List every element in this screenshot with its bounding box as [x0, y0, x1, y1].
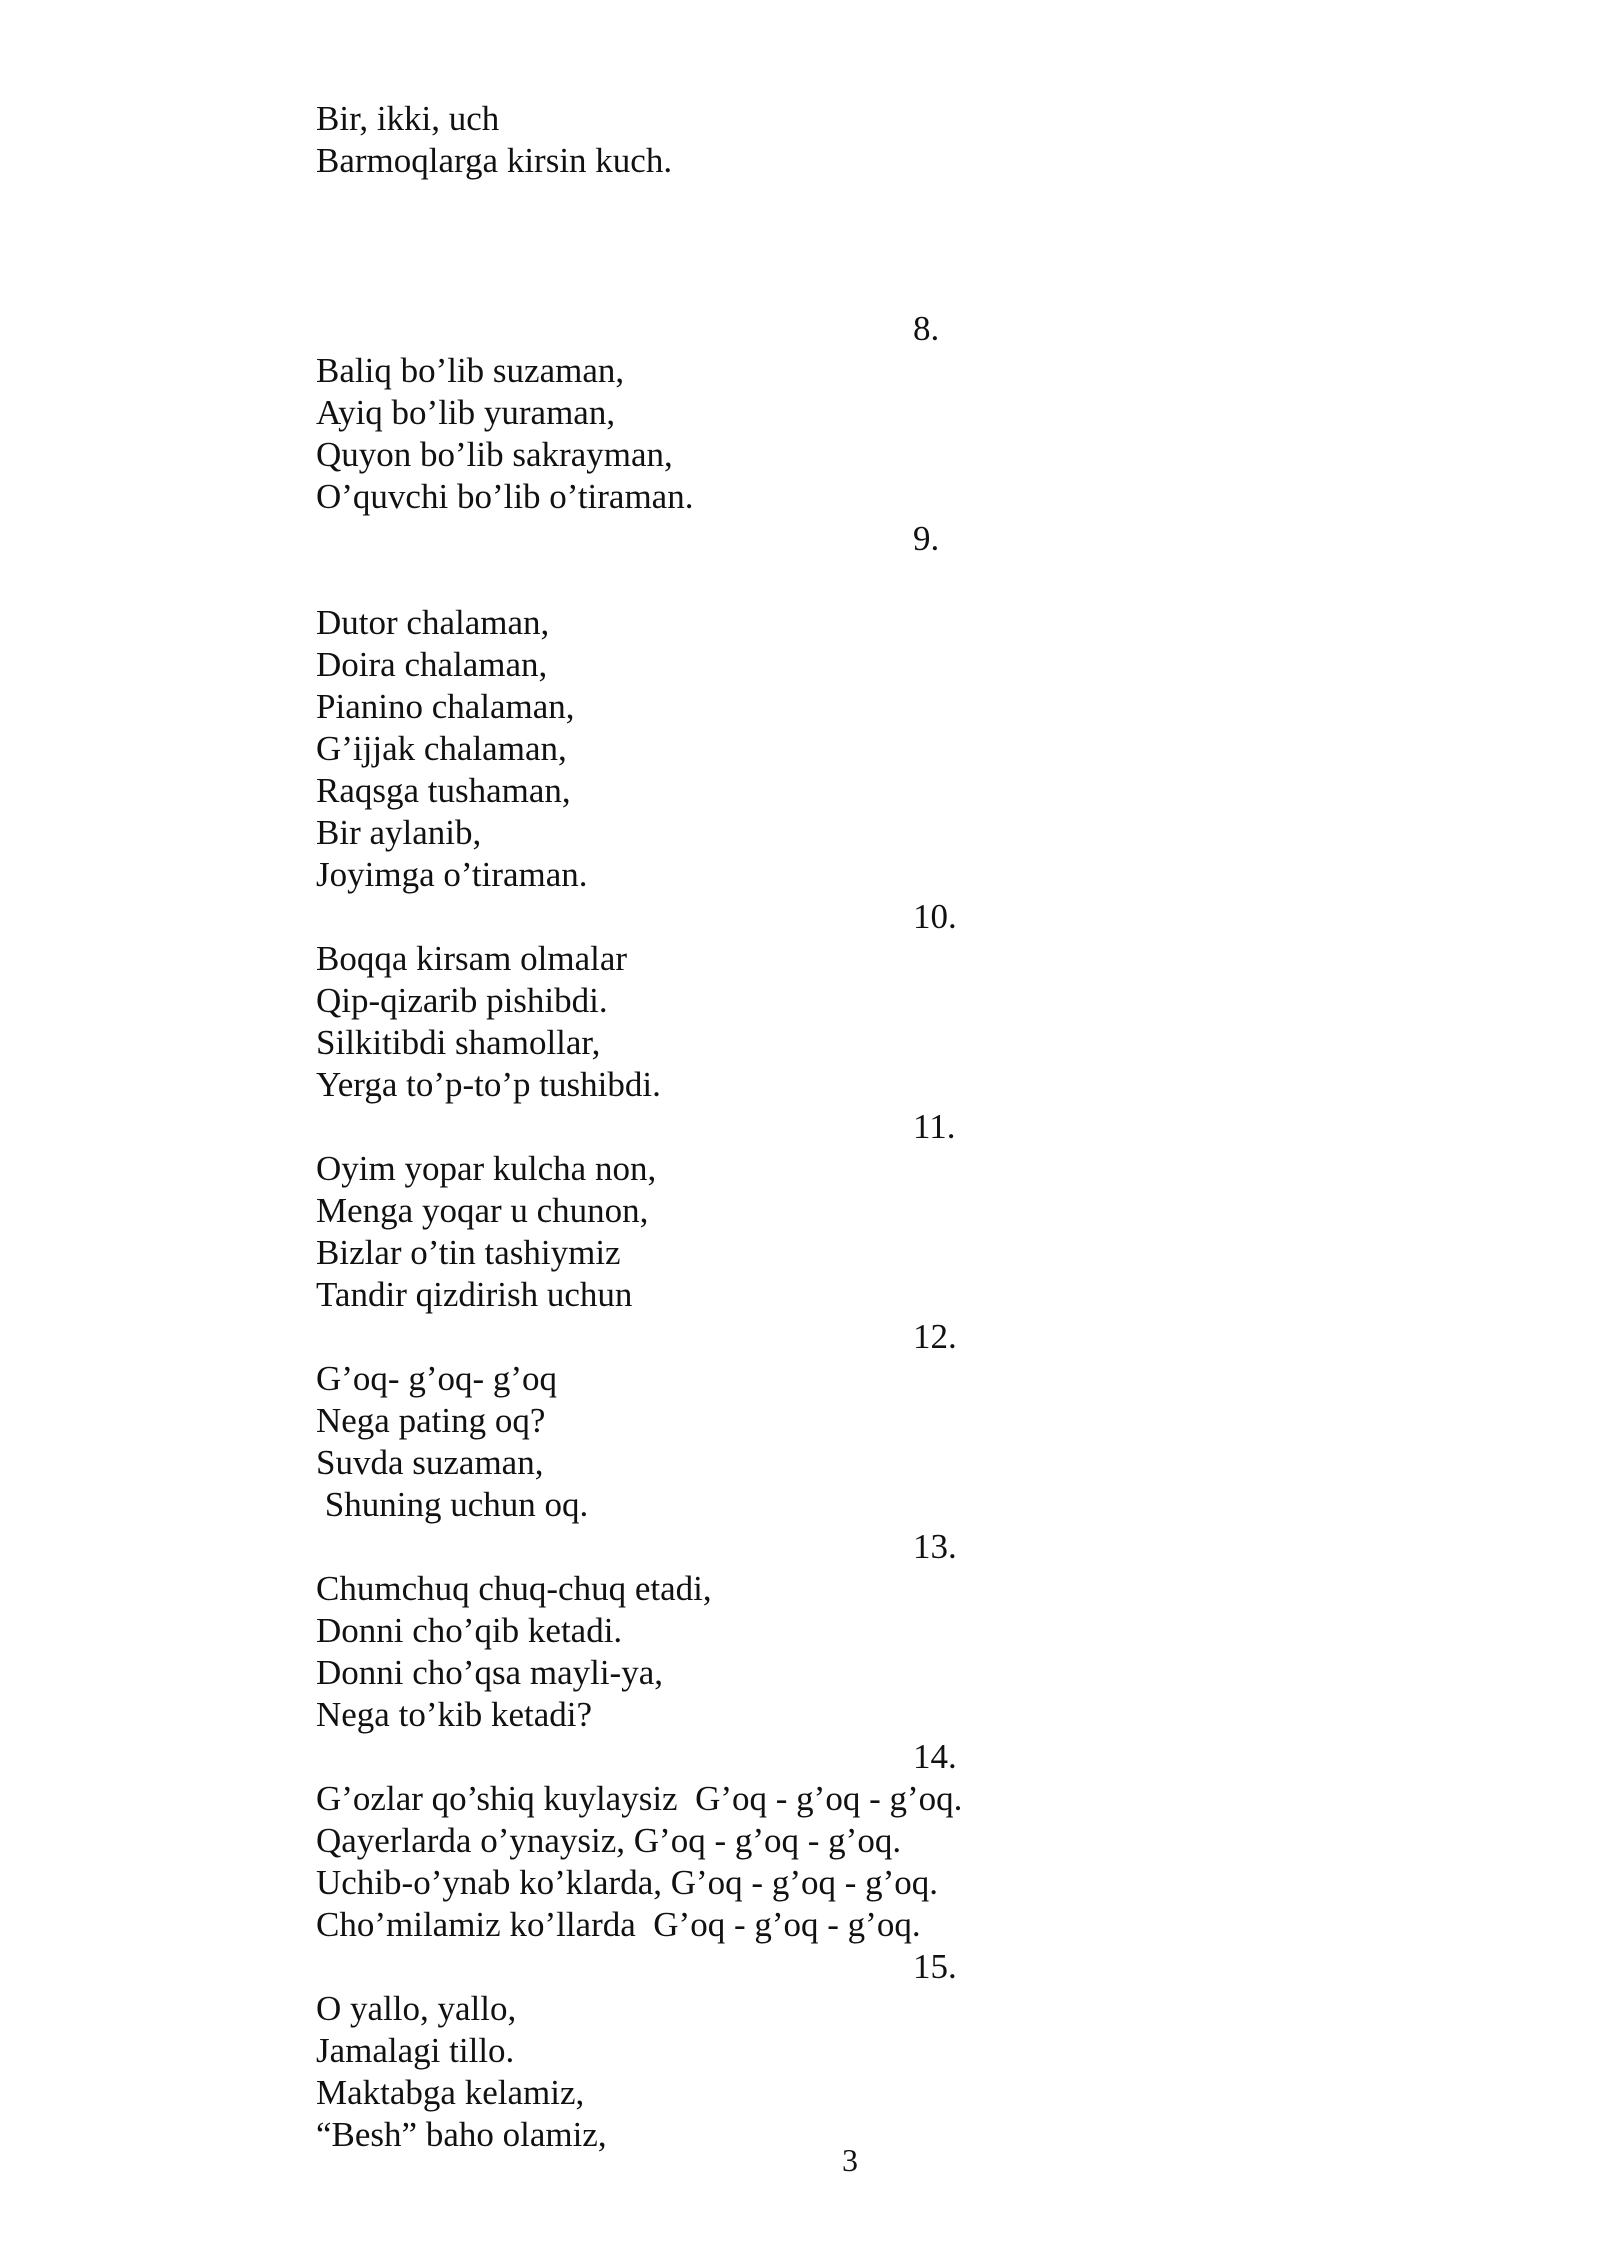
verse-number: 13.: [913, 1527, 957, 1566]
page-number: 3: [842, 2142, 858, 2178]
verse-number: 9.: [913, 519, 940, 558]
verse-line: Nega to’kib ketadi?: [316, 1695, 593, 1734]
verse-line: Pianino chalaman,: [316, 687, 575, 726]
verse-line: Jamalagi tillo.: [316, 2031, 515, 2070]
verse-line: Chumchuq chuq-chuq etadi,: [316, 1569, 712, 1608]
verse-line: Bizlar o’tin tashiymiz: [316, 1233, 621, 1272]
verse-line: Qip-qizarib pishibdi.: [316, 981, 608, 1020]
verse-number: 12.: [913, 1317, 957, 1356]
verse-line: Maktabga kelamiz,: [316, 2073, 585, 2112]
verse-line: Tandir qizdirish uchun: [316, 1275, 633, 1314]
verse-number: 14.: [913, 1737, 957, 1776]
verse-line: Nega pating oq?: [316, 1401, 546, 1440]
verse-line: Uchib-o’ynab ko’klarda, G’oq - g’oq - g’oq.: [316, 1863, 939, 1902]
verse-line: Donni cho’qsa mayli-ya,: [316, 1653, 663, 1692]
verse-line: Donni cho’qib ketadi.: [316, 1611, 623, 1650]
poem-content: [316, 98, 1316, 2156]
verse-line: “Besh” baho olamiz,: [316, 2115, 607, 2154]
verse-line: Boqqa kirsam olmalar: [316, 939, 628, 978]
verse-line: Menga yoqar u chunon,: [316, 1191, 649, 1230]
verse-line: Cho’milamiz ko’llarda G’oq - g’oq - g’oq.: [316, 1905, 921, 1944]
verse-number: 8.: [913, 309, 940, 348]
verse-line: Shuning uchun oq.: [316, 1485, 589, 1524]
verse-line: Oyim yopar kulcha non,: [316, 1149, 657, 1188]
verse-number: 11.: [913, 1107, 956, 1146]
intro-line: Bir, ikki, uch: [316, 99, 500, 138]
verse-line: G’ijjak chalaman,: [316, 729, 567, 768]
verse-line: Ayiq bo’lib yuraman,: [316, 393, 616, 432]
verse-line: Silkitibdi shamollar,: [316, 1023, 601, 1062]
verse-line: G’oq- g’oq- g’oq: [316, 1359, 558, 1398]
verse-line: Raqsga tushaman,: [316, 771, 571, 810]
verse-line: O yallo, yallo,: [316, 1989, 517, 2028]
intro-line: Barmoqlarga kirsin kuch.: [316, 141, 673, 180]
verse-line: G’ozlar qo’shiq kuylaysiz G’oq - g’oq - g’oq.: [316, 1779, 963, 1818]
verse-line: Baliq bo’lib suzaman,: [316, 351, 625, 390]
verse-line: Dutor chalaman,: [316, 603, 550, 642]
verse-line: Suvda suzaman,: [316, 1443, 544, 1482]
verse-number: 15.: [913, 1947, 957, 1986]
verse-line: Quyon bo’lib sakrayman,: [316, 435, 673, 474]
verse-line: O’quvchi bo’lib o’tiraman.: [316, 477, 694, 516]
verse-line: Doira chalaman,: [316, 645, 548, 684]
verse-line: Joyimga o’tiraman.: [316, 855, 588, 894]
verse-line: Qayerlarda o’ynaysiz, G’oq - g’oq - g’oq.: [316, 1821, 902, 1860]
verse-line: Yerga to’p-to’p tushibdi.: [316, 1065, 661, 1104]
verse-line: Bir aylanib,: [316, 813, 482, 852]
verse-number: 10.: [913, 897, 957, 936]
